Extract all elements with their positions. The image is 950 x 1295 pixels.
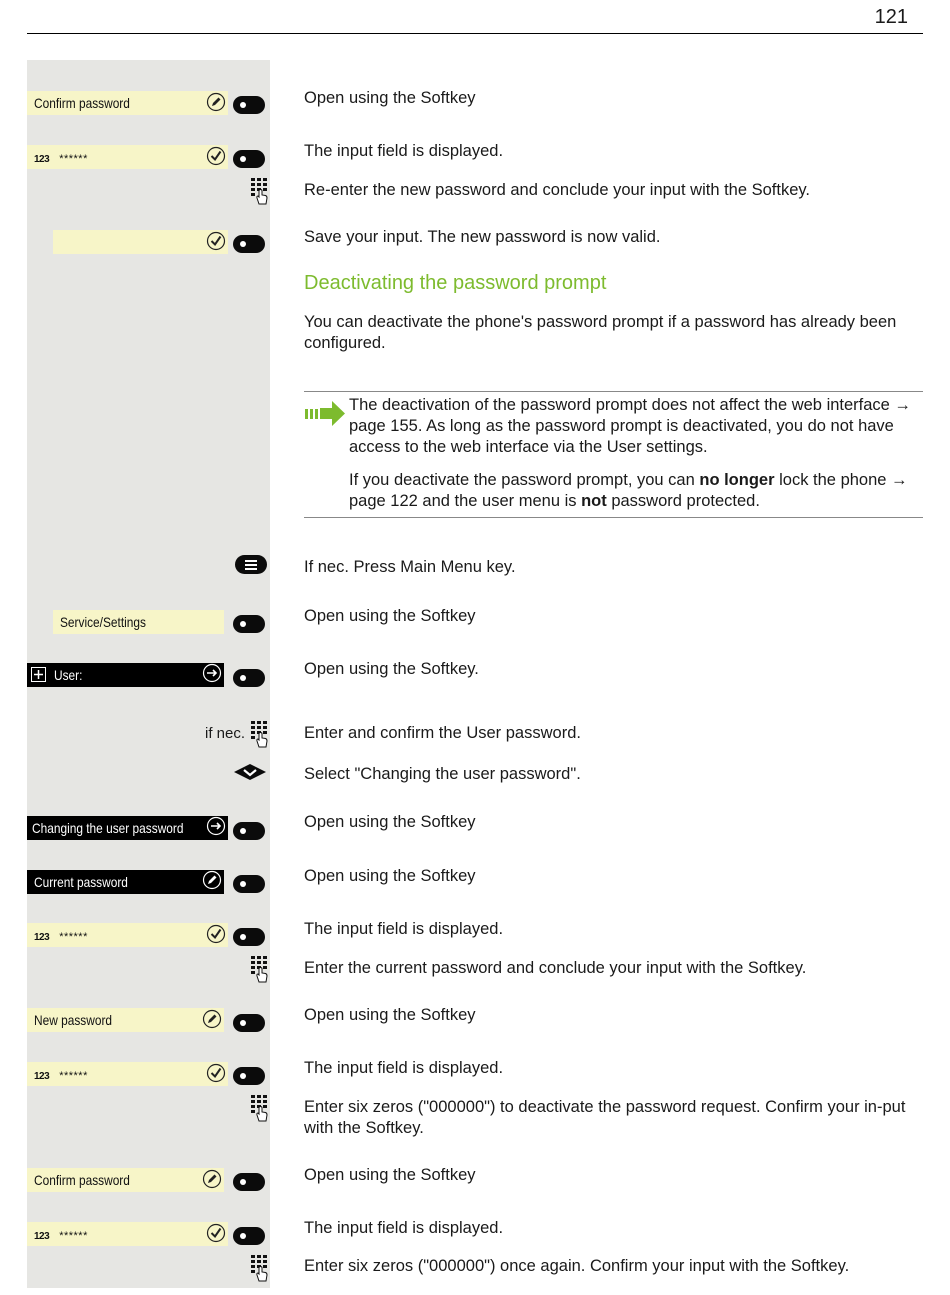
step-text: The input field is displayed. <box>304 920 504 938</box>
step-text: Open using the Softkey <box>304 1166 476 1184</box>
step-text: Open using the Softkey. <box>304 660 479 678</box>
softkey-icon[interactable] <box>233 875 265 893</box>
keypad-icon <box>248 955 270 983</box>
softkey-icon[interactable] <box>233 822 265 840</box>
step-text: Open using the Softkey <box>304 607 476 625</box>
page-number: 121 <box>874 6 908 28</box>
navigator-down-icon[interactable] <box>233 763 267 781</box>
step-text: Open using the Softkey <box>304 1006 476 1024</box>
step-text: Enter and confirm the User password. <box>304 724 581 742</box>
checkmark-icon <box>206 146 226 166</box>
arrow-right-icon <box>202 663 222 683</box>
display-save <box>53 230 228 254</box>
pencil-icon <box>202 870 222 890</box>
softkey-icon[interactable] <box>233 150 265 168</box>
step-text: Select "Changing the user password". <box>304 765 581 783</box>
softkey-icon[interactable] <box>233 1067 265 1085</box>
if-nec-label: if nec. <box>205 725 246 742</box>
checkmark-icon <box>206 1223 226 1243</box>
section-heading: Deactivating the password prompt <box>304 272 607 294</box>
arrow-right-icon <box>206 816 226 836</box>
softkey-icon[interactable] <box>233 96 265 114</box>
display-input-field: 123 ****** <box>27 1222 228 1246</box>
step-text: Open using the Softkey <box>304 89 476 107</box>
step-text: The input field is displayed. <box>304 1059 504 1077</box>
display-new-password: New password <box>27 1008 224 1032</box>
step-text: The input field is displayed. <box>304 1219 504 1237</box>
pencil-icon <box>202 1169 222 1189</box>
checkmark-icon <box>206 1063 226 1083</box>
display-input-field: 123 ****** <box>27 923 228 947</box>
softkey-icon[interactable] <box>233 235 265 253</box>
step-text: Open using the Softkey <box>304 813 476 831</box>
keypad-icon <box>248 720 270 748</box>
step-text: Enter the current password and conclude your input with the Softkey. <box>304 959 807 977</box>
keypad-icon <box>248 1094 270 1122</box>
display-current-password: Current password <box>27 870 224 894</box>
step-text: Re-enter the new password and conclude your input with the Softkey. <box>304 181 810 199</box>
keypad-icon <box>248 1254 270 1282</box>
step-text: The input field is displayed. <box>304 142 504 160</box>
keypad-icon <box>248 177 270 205</box>
display-service-settings: Service/Settings <box>53 610 224 634</box>
step-text: Save your input. The new password is now valid. <box>304 228 661 246</box>
step-text: Enter six zeros ("000000") to deactivate the password request. Confirm your in-put with the Softkey. <box>304 1098 906 1137</box>
plus-box-icon <box>31 667 46 682</box>
display-changing-user-password: Changing the user password <box>27 816 228 840</box>
step-text: If nec. Press Main Menu key. <box>304 558 516 576</box>
pencil-icon <box>206 92 226 112</box>
note-arrow-icon <box>304 400 346 426</box>
display-input-field: 123 ****** <box>27 145 228 169</box>
pencil-icon <box>202 1009 222 1029</box>
softkey-icon[interactable] <box>233 669 265 687</box>
note-box <box>304 391 923 518</box>
note-paragraph-2: If you deactivate the password prompt, you can no longer lock the phone → page 122 and the user menu is not password protected. <box>349 471 908 510</box>
note-paragraph-1: The deactivation of the password prompt does not affect the web interface → page 155. As long as the password prompt is deactivated, you do not have access to the web interface via the User settings. <box>349 396 911 456</box>
softkey-icon[interactable] <box>233 1227 265 1245</box>
header-rule <box>27 33 923 34</box>
step-text: Enter six zeros ("000000") once again. Confirm your input with the Softkey. <box>304 1257 850 1275</box>
step-text: Open using the Softkey <box>304 867 476 885</box>
display-user: User: <box>27 663 224 687</box>
checkmark-icon <box>206 231 226 251</box>
softkey-icon[interactable] <box>233 928 265 946</box>
display-input-field: 123 ****** <box>27 1062 228 1086</box>
softkey-icon[interactable] <box>233 1014 265 1032</box>
softkey-icon[interactable] <box>233 1173 265 1191</box>
checkmark-icon <box>206 924 226 944</box>
display-confirm-password: Confirm password <box>27 1168 224 1192</box>
display-confirm-password: Confirm password <box>27 91 228 115</box>
main-menu-key-icon[interactable] <box>235 555 267 574</box>
softkey-icon[interactable] <box>233 615 265 633</box>
intro-text: You can deactivate the phone's password prompt if a password has already been configured. <box>304 313 897 352</box>
